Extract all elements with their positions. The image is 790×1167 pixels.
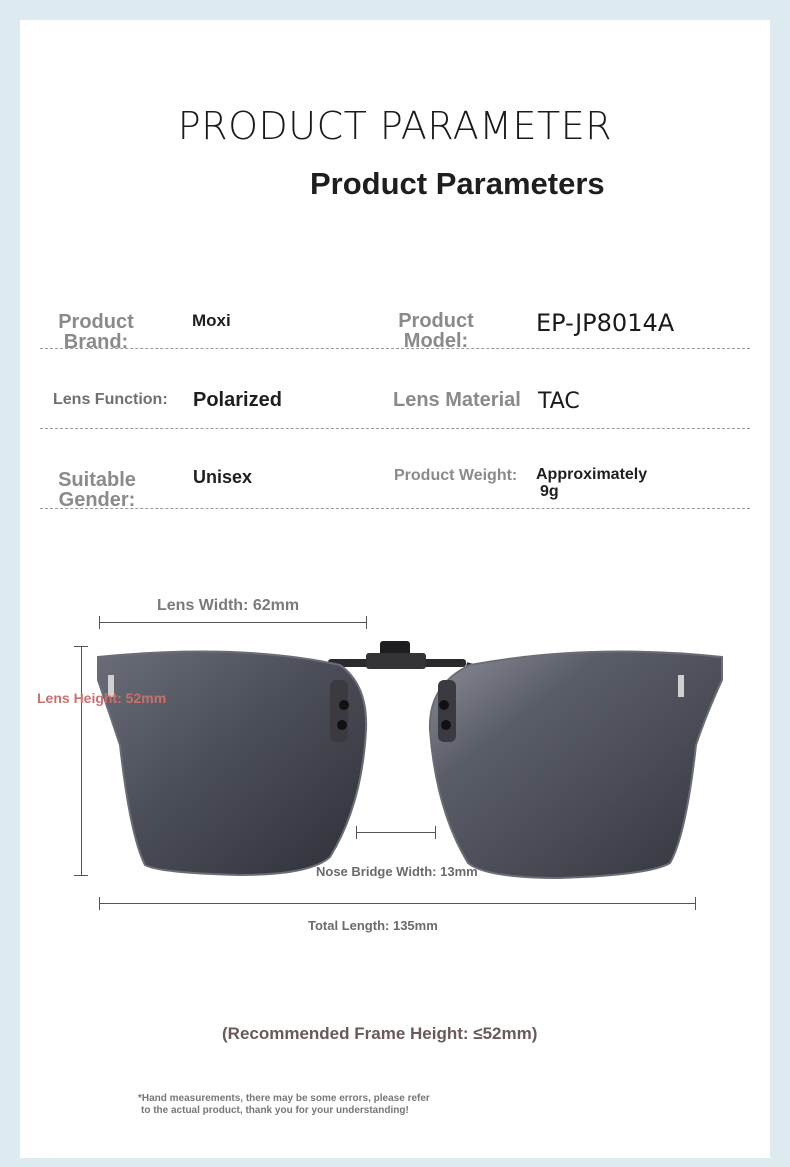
gender-label-line2: Gender:	[58, 489, 136, 511]
nose-bridge-line	[356, 832, 436, 833]
lens-material-label: Lens Material	[393, 389, 521, 411]
weight-value-line1: Approximately	[536, 466, 648, 483]
lens-height-tick-bottom	[74, 875, 88, 876]
lens-width-line	[99, 622, 367, 623]
divider-row-1	[40, 348, 750, 349]
model-value: EP-JP8014A	[536, 309, 675, 337]
lens-width-tick-left	[99, 616, 100, 629]
gender-value: Unisex	[193, 467, 253, 487]
model-label-line2: Model:	[403, 330, 469, 352]
lens-width-label: Lens Width: 62mm	[157, 597, 300, 614]
nose-bridge-tick-right	[435, 826, 436, 839]
page-title-en: PRODUCT PARAMETER	[177, 104, 613, 148]
total-length-tick-right	[695, 897, 696, 910]
product-weight-label: Product Weight:	[394, 467, 518, 484]
left-lens	[98, 652, 366, 875]
lens-height-tick-top	[74, 646, 88, 647]
total-length-line	[99, 903, 696, 904]
nose-bridge-label: Nose Bridge Width: 13mm	[316, 864, 478, 879]
page-title: Product Parameters	[310, 166, 605, 201]
recommended-frame-height: (Recommended Frame Height: ≤52mm)	[222, 1024, 538, 1043]
brand-label-line2: Brand:	[63, 331, 129, 353]
divider-row-2	[40, 428, 750, 429]
disclaimer-line1: *Hand measurements, there may be some errors, please refer	[138, 1093, 430, 1104]
sunglasses-clip-image	[90, 635, 730, 885]
product-weight-value	[536, 466, 647, 500]
gender-label	[46, 470, 148, 510]
model-label	[386, 311, 486, 351]
lens-width-tick-right	[366, 616, 367, 629]
disclaimer	[138, 1093, 430, 1117]
brand-label-line1: Product	[58, 311, 134, 333]
brand-label	[44, 312, 148, 352]
lens-height-label: Lens Height: 52mm	[37, 690, 167, 706]
lens-function-value: Polarized	[193, 389, 282, 411]
total-length-tick-left	[99, 897, 100, 910]
divider-row-3	[40, 508, 750, 509]
lens-height-line	[81, 646, 82, 875]
weight-value-line2: 9g	[540, 483, 559, 500]
brand-value: Moxi	[192, 311, 231, 330]
lens-material-value: TAC	[538, 389, 580, 414]
gender-label-line1: Suitable	[58, 469, 136, 491]
lens-function-label: Lens Function:	[53, 391, 168, 408]
total-length-label: Total Length: 135mm	[308, 918, 438, 933]
disclaimer-line2: to the actual product, thank you for your understanding!	[141, 1105, 409, 1116]
nose-bridge-tick-left	[356, 826, 357, 839]
model-label-line1: Product	[398, 310, 474, 332]
